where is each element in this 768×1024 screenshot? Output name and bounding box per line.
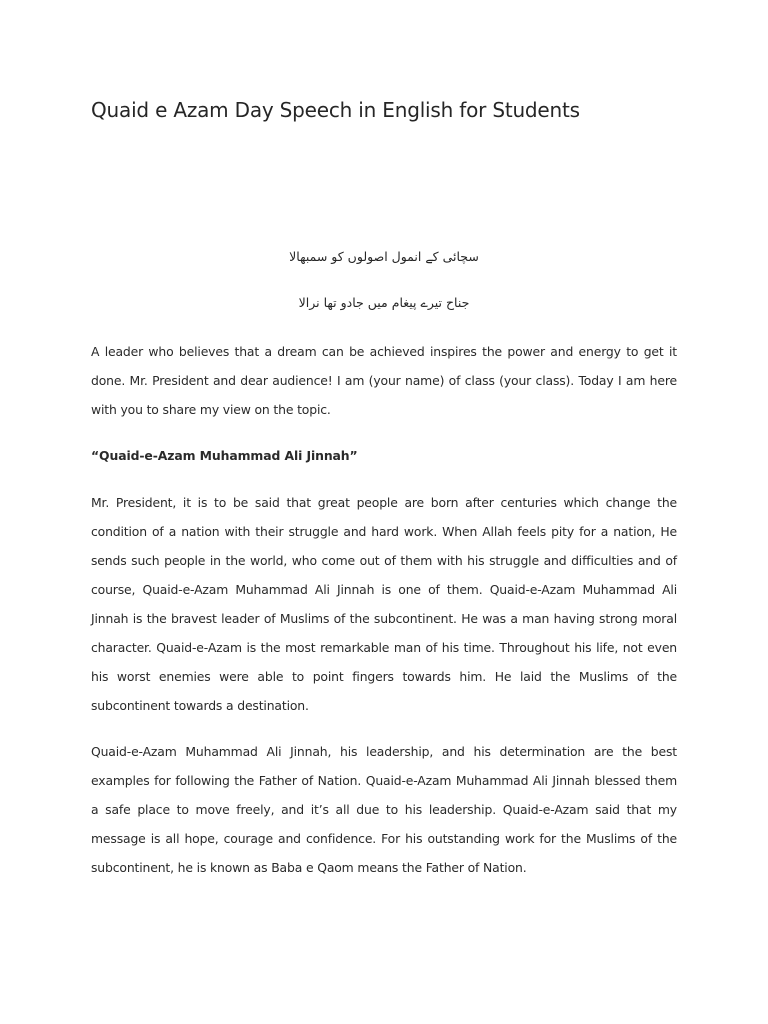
urdu-verse-line-2: جناح تیرے پیغام میں جادو تھا نرالا xyxy=(298,295,470,310)
intro-paragraph: A leader who believes that a dream can be achieved inspires the power and energy to get it done. Mr. President and dear audience! I am (your name) of class (your class). Today I am here with you to share my view on the topic. xyxy=(91,344,677,417)
page-title: Quaid e Azam Day Speech in English for Students xyxy=(91,98,580,122)
body-paragraph-2: Quaid-e-Azam Muhammad Ali Jinnah, his leadership, and his determination are the best examples for following the Father of Nation. Quaid-e-Azam Muhammad Ali Jinnah blessed them a safe place to move freely, and it’s all due to his leadership. Quaid-e-Azam said that my message is all hope, courage and confidence. For his outstanding work for the Muslims of the subcontinent, he is known as Baba e Qaom means the Father of Nation. xyxy=(91,744,677,875)
body-paragraph-1: Mr. President, it is to be said that great people are born after centuries which change the condition of a nation with their struggle and hard work. When Allah feels pity for a nation, He sends such people in the world, who come out of them with his struggle and difficulties and of course, Quaid-e-Azam Muhammad Ali Jinnah is one of them. Quaid-e-Azam Muhammad Ali Jinnah is the bravest leader of Muslims of the subcontinent. He was a man having strong moral character. Quaid-e-Azam is the most remarkable man of his time. Throughout his life, not even his worst enemies were able to point fingers towards him. He laid the Muslims of the subcontinent towards a destination. xyxy=(91,495,677,713)
urdu-verse-line-1: سچائی کے انمول اصولوں کو سمبھالا xyxy=(289,249,479,264)
topic-heading: “Quaid-e-Azam Muhammad Ali Jinnah” xyxy=(91,448,358,463)
